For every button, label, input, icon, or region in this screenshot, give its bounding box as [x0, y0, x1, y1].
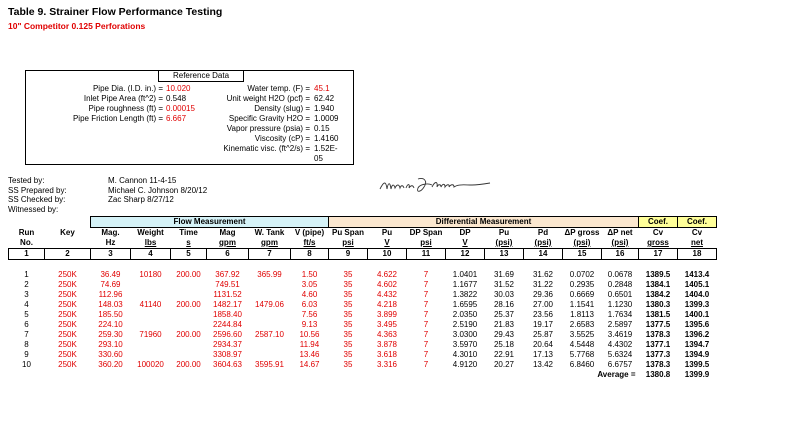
table-cell: 2: [24, 280, 29, 289]
table-cell: 1377.3: [645, 350, 671, 359]
table-cell: 1394.7: [684, 340, 710, 349]
table-cell: 1378.3: [645, 360, 671, 369]
table-cell: 1413.4: [684, 270, 710, 279]
table-cell: 7: [24, 330, 29, 339]
reference-value: 1.940: [314, 104, 335, 113]
column-number: 2: [45, 249, 91, 260]
column-header: Pd: [537, 228, 549, 237]
table-cell: 1400.1: [684, 310, 710, 319]
table-cell: [131, 280, 171, 290]
table-cell: 10180: [139, 270, 162, 279]
table-cell: 9.13: [301, 320, 318, 329]
column-number: 9: [329, 249, 368, 260]
column-number-row: [9, 249, 717, 260]
column-number: 15: [563, 249, 602, 260]
column-header: W. Tank: [254, 228, 285, 237]
table-cell: 74.69: [100, 280, 121, 289]
table-cell: 2.5897: [607, 320, 633, 329]
table-cell: 2596.60: [213, 330, 242, 339]
table-cell: 35: [343, 320, 353, 329]
table-cell: 367.92: [215, 270, 240, 279]
table-cell: 4.363: [376, 330, 398, 339]
table-cell: 3: [24, 290, 29, 299]
group-header-row: [9, 217, 717, 228]
table-cell: 41140: [139, 300, 162, 309]
table-title: Table 9. Strainer Flow Performance Testing: [8, 6, 223, 18]
column-header: Mag.: [101, 228, 120, 237]
table-cell: 4.9120: [452, 360, 478, 369]
column-unit: Hz: [105, 238, 116, 247]
table-cell: 3.316: [376, 360, 398, 369]
reference-label: Pipe roughness (ft) =: [88, 104, 163, 113]
table-cell: 1482.17: [213, 300, 242, 309]
column-header: V (pipe): [294, 228, 325, 237]
table-cell: 6: [24, 320, 29, 329]
reference-value: 45.1: [314, 84, 330, 93]
table-cell: 5.7768: [569, 350, 595, 359]
table-cell: 4.432: [376, 290, 398, 299]
table-cell: 4: [24, 300, 29, 309]
column-number: 11: [407, 249, 446, 260]
table-cell: 29.36: [532, 290, 554, 299]
table-cell: 250K: [58, 330, 77, 339]
table-cell: 35: [343, 350, 353, 359]
table-cell: 1389.5: [645, 270, 671, 279]
reference-label: Inlet Pipe Area (ft^2) =: [83, 94, 163, 103]
column-unit: s: [186, 238, 191, 247]
table-cell: 17.13: [532, 350, 554, 359]
coef-net-group: Coef.: [678, 217, 717, 228]
table-cell: [131, 350, 171, 360]
table-cell: 3.5525: [569, 330, 595, 339]
table-cell: 2587.10: [255, 330, 284, 339]
table-cell: 31.69: [493, 270, 515, 279]
table-cell: 250K: [58, 320, 77, 329]
table-cell: 259.30: [98, 330, 123, 339]
table-cell: 3.878: [376, 340, 398, 349]
table-row: [9, 360, 717, 370]
table-cell: 4.4302: [607, 340, 633, 349]
table-cell: 19.17: [532, 320, 554, 329]
table-cell: 365.99: [257, 270, 282, 279]
table-cell: [249, 340, 291, 350]
column-unit: [45, 238, 91, 249]
table-cell: [249, 320, 291, 330]
table-cell: 360.20: [98, 360, 123, 369]
table-cell: 7: [423, 310, 429, 319]
table-cell: 1405.1: [684, 280, 710, 289]
column-unit: No.: [20, 238, 33, 247]
table-cell: [249, 280, 291, 290]
column-unit: gpm: [219, 238, 236, 247]
column-unit: net: [691, 238, 703, 247]
table-cell: [171, 280, 207, 290]
table-cell: 3308.97: [213, 350, 242, 359]
table-cell: 7: [423, 270, 429, 279]
column-unit: (psi): [573, 238, 591, 247]
column-number: 3: [91, 249, 131, 260]
table-cell: [131, 310, 171, 320]
column-unit: (psi): [495, 238, 513, 247]
table-cell: [249, 290, 291, 300]
table-row: [9, 330, 717, 340]
table-cell: 0.0702: [569, 270, 595, 279]
handwritten-signature: [378, 175, 498, 197]
table-cell: 28.16: [493, 300, 515, 309]
table-cell: 1384.2: [645, 290, 671, 299]
table-cell: 14.67: [299, 360, 320, 369]
table-cell: 1.0401: [452, 270, 478, 279]
column-unit: V: [384, 238, 390, 247]
differential-measurement-group: Differential Measurement: [329, 217, 639, 228]
table-cell: 35: [343, 340, 353, 349]
table-cell: 4.622: [376, 270, 398, 279]
table-cell: 250K: [58, 280, 77, 289]
table-cell: 1.1677: [452, 280, 478, 289]
table-cell: 10: [22, 360, 31, 369]
table-cell: [171, 350, 207, 360]
average-row: [9, 370, 717, 380]
average-cv-gross: 1380.8: [645, 370, 671, 379]
column-number: 18: [678, 249, 717, 260]
column-unit: ft/s: [303, 238, 316, 247]
table-cell: 1.3822: [452, 290, 478, 299]
column-header: Time: [179, 228, 198, 237]
column-unit: V: [462, 238, 468, 247]
table-cell: [131, 340, 171, 350]
column-header: Cv: [691, 228, 703, 237]
table-cell: 2934.37: [213, 340, 242, 349]
spacer-row: [9, 260, 717, 271]
column-header: DP Span: [409, 228, 443, 237]
table-cell: 8: [24, 340, 29, 349]
table-cell: 1394.9: [684, 350, 710, 359]
table-cell: 3.5970: [452, 340, 478, 349]
column-number: 13: [485, 249, 524, 260]
table-cell: 6.8460: [569, 360, 595, 369]
table-cell: 4.60: [301, 290, 318, 299]
table-cell: 112.96: [98, 290, 123, 299]
table-cell: 22.91: [493, 350, 515, 359]
signoff-label: Tested by:: [8, 176, 45, 185]
column-header: Mag: [219, 228, 236, 237]
table-cell: 9: [24, 350, 29, 359]
column-number: 7: [249, 249, 291, 260]
table-cell: 1.8113: [570, 310, 594, 319]
table-cell: 7: [423, 330, 429, 339]
table-cell: 35: [343, 330, 353, 339]
table-cell: 21.83: [493, 320, 515, 329]
table-cell: 2.5190: [452, 320, 478, 329]
table-cell: [171, 340, 207, 350]
column-unit: psi: [420, 238, 432, 247]
column-unit: (psi): [534, 238, 552, 247]
table-cell: 3.4619: [607, 330, 633, 339]
table-cell: 1.6595: [452, 300, 478, 309]
table-cell: 6.03: [301, 300, 318, 309]
table-cell: 1858.40: [213, 310, 242, 319]
reference-label: Pipe Friction Length (ft) =: [72, 114, 163, 123]
table-cell: 1399.5: [684, 360, 710, 369]
table-cell: 250K: [58, 270, 77, 279]
table-cell: [131, 320, 171, 330]
table-cell: 1377.1: [645, 340, 671, 349]
reference-data-box: [25, 70, 354, 165]
table-cell: 7: [423, 280, 429, 289]
reference-value: 0.00015: [166, 104, 195, 113]
column-number: 14: [524, 249, 563, 260]
table-row: [9, 280, 717, 290]
table-cell: 29.43: [493, 330, 515, 339]
reference-label: Kinematic visc. (ft^2/s) =: [223, 144, 310, 153]
column-header: ΔP net: [607, 228, 633, 237]
table-cell: 4.3010: [452, 350, 478, 359]
table-cell: 1380.3: [645, 300, 671, 309]
reference-data-heading: Reference Data: [158, 71, 244, 82]
signoff-label: SS Prepared by:: [8, 185, 67, 195]
table-cell: 35: [343, 270, 353, 279]
table-cell: 1381.5: [645, 310, 671, 319]
column-number: 5: [171, 249, 207, 260]
table-cell: 13.46: [299, 350, 320, 359]
column-number: 8: [291, 249, 329, 260]
table-cell: 3.05: [301, 280, 318, 289]
table-row: [9, 320, 717, 330]
reference-label: Unit weight H2O (pcf) =: [226, 94, 310, 103]
table-cell: 25.18: [493, 340, 515, 349]
table-cell: 148.03: [98, 300, 123, 309]
average-label: Average =: [597, 370, 636, 379]
table-cell: 0.2848: [607, 280, 633, 289]
table-cell: 7: [423, 360, 429, 369]
table-cell: 250K: [58, 340, 77, 349]
table-cell: 6.6757: [607, 360, 633, 369]
table-cell: [171, 290, 207, 300]
table-cell: 1479.06: [255, 300, 284, 309]
table-cell: 200.00: [176, 300, 201, 309]
table-cell: 749.51: [215, 280, 240, 289]
reference-label: Vapor pressure (psia) =: [226, 124, 310, 133]
table-cell: 0.6501: [607, 290, 633, 299]
column-number: 1: [9, 249, 45, 260]
column-unit-row: [9, 238, 717, 249]
table-cell: 5.6324: [607, 350, 633, 359]
table-cell: 35: [343, 300, 353, 309]
table-cell: 7: [423, 350, 429, 359]
table-cell: 2.6583: [569, 320, 595, 329]
column-unit: gross: [647, 238, 669, 247]
table-cell: 1.50: [301, 270, 318, 279]
table-cell: 4.218: [376, 300, 398, 309]
table-cell: 7: [423, 340, 429, 349]
table-cell: 0.0678: [607, 270, 633, 279]
table-cell: 250K: [58, 350, 77, 359]
table-cell: 1404.0: [684, 290, 710, 299]
reference-label: Viscosity (cP) =: [254, 134, 310, 143]
table-cell: 330.60: [98, 350, 123, 359]
reference-value: 62.42: [314, 94, 335, 103]
table-row: [9, 350, 717, 360]
table-row: [9, 290, 717, 300]
table-body: [9, 270, 717, 370]
column-number: 10: [368, 249, 407, 260]
table-cell: 100020: [137, 360, 164, 369]
table-subtitle: 10" Competitor 0.125 Perforations: [8, 21, 146, 31]
table-cell: 185.50: [98, 310, 123, 319]
table-cell: 0.6669: [569, 290, 595, 299]
reference-value: 1.4160: [314, 134, 339, 143]
table-cell: 71960: [139, 330, 162, 339]
table-cell: [249, 310, 291, 320]
table-cell: 4.5448: [569, 340, 595, 349]
table-cell: 200.00: [176, 330, 201, 339]
table-row: [9, 270, 717, 280]
column-number: 16: [602, 249, 639, 260]
table-cell: 7.56: [301, 310, 318, 319]
column-header: Pu: [381, 228, 393, 237]
signoff-value: M. Cannon 11-4-15: [108, 176, 177, 185]
table-cell: 4.602: [376, 280, 398, 289]
column-unit: psi: [342, 238, 354, 247]
table-cell: 224.10: [98, 320, 123, 329]
column-number: 4: [131, 249, 171, 260]
table-cell: 3.495: [376, 320, 398, 329]
reference-label: Pipe Dia. (I.D. in.) =: [92, 84, 163, 93]
column-header: Pu Span: [331, 228, 364, 237]
average-cv-net: 1399.9: [684, 370, 710, 379]
signoff-value: Zac Sharp 8/27/12: [108, 195, 174, 204]
table-cell: 25.37: [493, 310, 515, 319]
table-cell: 2.0350: [452, 310, 478, 319]
column-header: Cv: [652, 228, 664, 237]
table-cell: 27.00: [532, 300, 554, 309]
reference-value: 10.020: [166, 84, 191, 93]
column-number: 17: [639, 249, 678, 260]
table-cell: 1378.3: [645, 330, 671, 339]
table-cell: 1.1541: [569, 300, 595, 309]
table-cell: 1131.52: [213, 290, 242, 299]
table-cell: 7: [423, 290, 429, 299]
table-cell: 200.00: [176, 270, 201, 279]
column-number: 12: [446, 249, 485, 260]
table-cell: 31.52: [493, 280, 515, 289]
table-cell: 1396.2: [684, 330, 710, 339]
table-cell: 3595.91: [255, 360, 284, 369]
table-cell: 250K: [58, 360, 77, 369]
table-row: [9, 340, 717, 350]
table-cell: [131, 290, 171, 300]
table-cell: 13.42: [532, 360, 554, 369]
reference-value: 1.52E-05: [314, 144, 338, 163]
column-header-row: [9, 228, 717, 239]
column-header: Run: [18, 227, 35, 237]
table-cell: 7: [423, 300, 429, 309]
flow-measurement-group: Flow Measurement: [91, 217, 329, 228]
table-cell: 35: [343, 310, 353, 319]
table-cell: 0.2935: [569, 280, 595, 289]
table-cell: 1: [24, 270, 29, 279]
reference-value: 0.548: [166, 94, 187, 103]
reference-label: Water temp. (F) =: [247, 84, 310, 93]
table-cell: 3.618: [376, 350, 398, 359]
column-header: DP: [459, 228, 471, 237]
table-cell: 31.22: [532, 280, 554, 289]
table-cell: 36.49: [100, 270, 121, 279]
table-cell: 1.1230: [607, 300, 633, 309]
table-cell: [171, 320, 207, 330]
table-cell: 31.62: [532, 270, 554, 279]
table-cell: 250K: [58, 300, 77, 309]
column-header: Pu: [498, 228, 510, 237]
table-cell: 7: [423, 320, 429, 329]
table-cell: 10.56: [299, 330, 320, 339]
table-cell: 35: [343, 290, 353, 299]
column-unit: (psi): [611, 238, 629, 247]
table-cell: [171, 310, 207, 320]
table-cell: 3.899: [376, 310, 398, 319]
table-cell: 200.00: [176, 360, 201, 369]
table-cell: 35: [343, 360, 353, 369]
reference-value: 1.0009: [314, 114, 339, 123]
column-header: ΔP gross: [564, 228, 600, 237]
table-cell: 3.0300: [452, 330, 478, 339]
table-cell: 20.64: [532, 340, 554, 349]
table-cell: 293.10: [98, 340, 123, 349]
table-cell: 11.94: [299, 340, 320, 349]
reference-label: Density (slug) =: [254, 104, 310, 113]
table-cell: 2244.84: [213, 320, 242, 329]
column-header: Key: [60, 227, 75, 237]
coef-gross-group: Coef.: [639, 217, 678, 228]
column-header: Weight: [137, 228, 164, 237]
table-row: [9, 310, 717, 320]
table-cell: 23.56: [532, 310, 554, 319]
signoff-value: Michael C. Johnson 8/20/12: [108, 185, 208, 195]
table-cell: 3604.63: [213, 360, 242, 369]
table-cell: 30.03: [493, 290, 515, 299]
column-unit: lbs: [144, 238, 157, 247]
signoff-label: SS Checked by:: [8, 195, 66, 204]
table-cell: 1399.3: [684, 300, 710, 309]
table-cell: 250K: [58, 310, 77, 319]
flow-performance-table: [8, 216, 717, 380]
column-number: 6: [207, 249, 249, 260]
table-cell: 1395.6: [684, 320, 710, 329]
table-cell: 25.87: [532, 330, 554, 339]
table-row: [9, 300, 717, 310]
table-cell: 5: [24, 310, 29, 319]
table-cell: 1377.5: [645, 320, 671, 329]
table-cell: 1384.1: [645, 280, 671, 289]
column-unit: gpm: [261, 238, 278, 247]
table-cell: 250K: [58, 290, 77, 299]
table-cell: [249, 350, 291, 360]
reference-value: 0.15: [314, 124, 330, 133]
reference-value: 6.667: [166, 114, 187, 123]
signoff-label: Witnessed by:: [8, 204, 59, 214]
table-cell: 35: [343, 280, 353, 289]
reference-label: Specific Gravity H2O =: [228, 114, 310, 123]
table-cell: 1.7634: [607, 310, 633, 319]
table-cell: 20.27: [493, 360, 515, 369]
